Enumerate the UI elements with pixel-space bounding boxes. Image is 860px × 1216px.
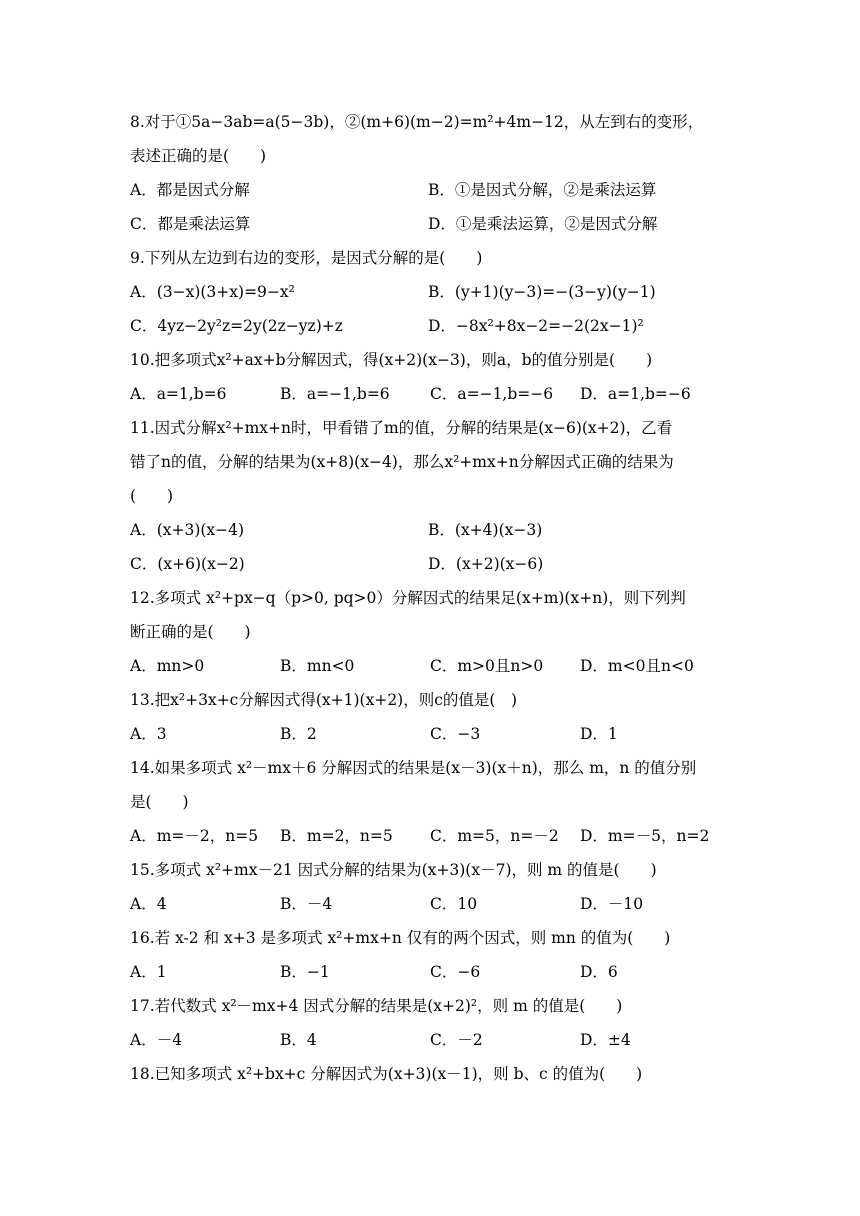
question-stem-line: 8.对于①5a−3ab=a(5−3b)，②(m+6)(m−2)=m²+4m−12，从左到右的变形，: [130, 113, 704, 131]
question-12: [130, 581, 740, 683]
question-11: [130, 411, 740, 581]
question-18: [130, 1057, 740, 1091]
option-A[interactable]: A．(3−x)(3+x)=9−x²: [130, 283, 295, 301]
question-stem-line: 10.把多项式x²+ax+b分解因式，得(x+2)(x−3)，则a，b的值分别是( ): [130, 351, 653, 369]
option-D[interactable]: D．①是乘法运算，②是因式分解: [428, 215, 658, 233]
question-stem-line: 11.因式分解x²+mx+n时，甲看错了m的值，分解的结果是(x−6)(x+2)，乙看: [130, 419, 673, 437]
option-D[interactable]: D．a=1,b=−6: [580, 385, 691, 403]
options-row: [130, 1023, 740, 1057]
options-row: [130, 275, 740, 309]
question-14: [130, 751, 740, 853]
question-stem-line: 17.若代数式 x²－mx+4 因式分解的结果是(x+2)²，则 m 的值是( ): [130, 997, 623, 1015]
options-row: [130, 309, 740, 343]
question-stem-line: 12.多项式 x²+px−q（p>0, pq>0）分解因式的结果足(x+m)(x+n)，则下列判: [130, 589, 686, 607]
options-row: [130, 377, 740, 411]
question-stem-line: 是( ): [130, 793, 189, 811]
options-row: [130, 207, 740, 241]
question-stem-line: 14.如果多项式 x²－mx＋6 分解因式的结果是(x－3)(x＋n)，那么 m，n 的值分别: [130, 759, 697, 777]
question-16: [130, 921, 740, 989]
option-D[interactable]: D．1: [580, 725, 618, 743]
option-C[interactable]: C．－2: [430, 1031, 483, 1049]
question-stem-line: 16.若 x-2 和 x+3 是多项式 x²+mx+n 仅有的两个因式，则 mn 的值为( ): [130, 929, 671, 947]
option-B[interactable]: B．－4: [280, 895, 333, 913]
option-B[interactable]: B．4: [280, 1031, 317, 1049]
options-row: [130, 649, 740, 683]
option-B[interactable]: B．(x+4)(x−3): [428, 521, 543, 539]
options-row: [130, 513, 740, 547]
option-C[interactable]: C．a=−1,b=−6: [430, 385, 554, 403]
option-A[interactable]: A．－4: [130, 1031, 183, 1049]
option-B[interactable]: B．−1: [280, 963, 330, 981]
question-stem-line: 15.多项式 x²+mx－21 因式分解的结果为(x+3)(x－7)，则 m 的值是( ): [130, 861, 657, 879]
option-B[interactable]: B．①是因式分解，②是乘法运算: [428, 181, 657, 199]
option-B[interactable]: B．m=2，n=5: [280, 827, 393, 845]
option-D[interactable]: D．－10: [580, 895, 644, 913]
question-8: [130, 105, 740, 241]
option-B[interactable]: B．(y+1)(y−3)=−(3−y)(y−1): [428, 283, 656, 301]
options-row: [130, 819, 740, 853]
option-C[interactable]: C．都是乘法运算: [130, 215, 251, 233]
option-C[interactable]: C．m=5，n=－2: [430, 827, 559, 845]
option-A[interactable]: A．3: [130, 725, 167, 743]
option-C[interactable]: C．−6: [430, 963, 481, 981]
options-row: [130, 955, 740, 989]
options-row: [130, 887, 740, 921]
option-A[interactable]: A．1: [130, 963, 167, 981]
option-B[interactable]: B．2: [280, 725, 317, 743]
option-A[interactable]: A．a=1,b=6: [130, 385, 227, 403]
question-stem-line: 13.把x²+3x+c分解因式得(x+1)(x+2)，则c的值是( ): [130, 691, 518, 709]
option-D[interactable]: D．±4: [580, 1031, 631, 1049]
option-C[interactable]: C．10: [430, 895, 478, 913]
option-A[interactable]: A．mn>0: [130, 657, 205, 675]
option-D[interactable]: D．6: [580, 963, 618, 981]
option-D[interactable]: D．(x+2)(x−6): [428, 555, 544, 573]
question-stem-line: 9.下列从左边到右边的变形，是因式分解的是( ): [130, 249, 483, 267]
question-9: [130, 241, 740, 343]
option-C[interactable]: C．(x+6)(x−2): [130, 555, 245, 573]
option-A[interactable]: A．4: [130, 895, 167, 913]
question-17: [130, 989, 740, 1057]
option-A[interactable]: A．(x+3)(x−4): [130, 521, 245, 539]
option-D[interactable]: D．m=－5，n=2: [580, 827, 710, 845]
option-B[interactable]: B．a=−1,b=6: [280, 385, 390, 403]
options-row: [130, 173, 740, 207]
option-C[interactable]: C．m>0且n>0: [430, 657, 544, 675]
option-C[interactable]: C．4yz−2y²z=2y(2z−yz)+z: [130, 317, 343, 335]
question-stem-line: 表述正确的是( ): [130, 147, 267, 165]
option-B[interactable]: B．mn<0: [280, 657, 355, 675]
option-C[interactable]: C．−3: [430, 725, 481, 743]
option-A[interactable]: A．都是因式分解: [130, 181, 250, 199]
option-D[interactable]: D．−8x²+8x−2=−2(2x−1)²: [428, 317, 644, 335]
question-15: [130, 853, 740, 921]
question-stem-line: 18.已知多项式 x²+bx+c 分解因式为(x+3)(x－1)，则 b、c 的值为( ): [130, 1065, 643, 1083]
question-10: [130, 343, 740, 411]
question-list: [130, 105, 740, 1091]
question-stem-line: ( ): [130, 487, 174, 505]
question-13: [130, 683, 740, 751]
options-row: [130, 547, 740, 581]
option-D[interactable]: D．m<0且n<0: [580, 657, 694, 675]
options-row: [130, 717, 740, 751]
question-stem-line: 断正确的是( ): [130, 623, 251, 641]
question-stem-line: 错了n的值，分解的结果为(x+8)(x−4)，那么x²+mx+n分解因式正确的结果为: [130, 453, 674, 471]
option-A[interactable]: A．m=－2，n=5: [130, 827, 259, 845]
